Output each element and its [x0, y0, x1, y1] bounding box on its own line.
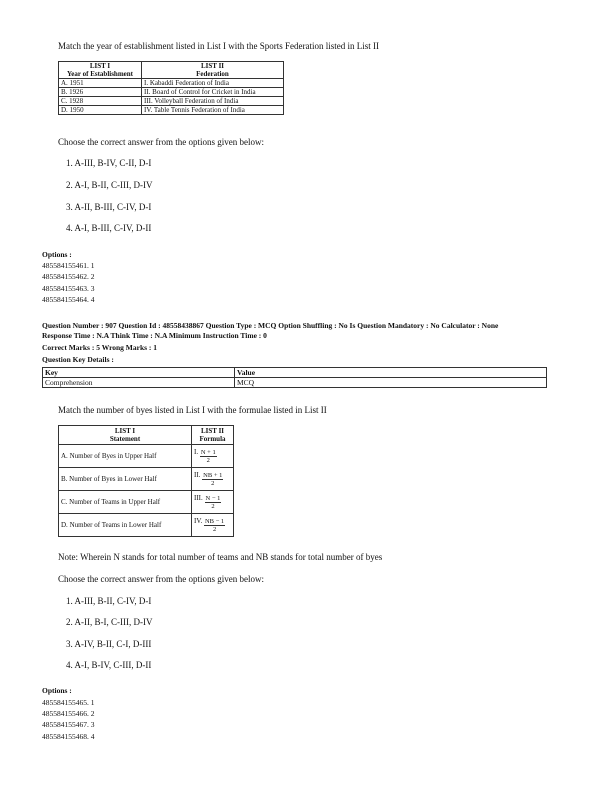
q1-prompt: Match the year of establishment listed in List I with the Sports Federation listed in List II: [58, 41, 379, 51]
q2-list1-header: LIST I Statement: [59, 426, 192, 445]
q2-option-3: 485584155467. 3: [42, 720, 95, 729]
q2-answer-2: 2. A-II, B-I, C-III, D-IV: [66, 617, 153, 627]
q1-option-2: 485584155462. 2: [42, 272, 95, 281]
q2-match-table: [58, 425, 234, 537]
q2-answer-3: 3. A-IV, B-II, C-I, D-III: [66, 639, 152, 649]
q1-option-3: 485584155463. 3: [42, 284, 95, 293]
q2-marks: Correct Marks : 5 Wrong Marks : 1: [42, 343, 158, 352]
q2-list2-header: LIST II Formula: [192, 426, 234, 445]
table-row: A. Number of Byes in Upper Half I. $\frac{N + 1}{2}$: [59, 445, 234, 468]
q1-list1-header: LIST I Year of Establishment: [59, 62, 142, 79]
key-header: Key: [43, 368, 235, 378]
q1-match-table: [58, 61, 284, 115]
q2-prompt: Match the number of byes listed in List I with the formulae listed in List II: [58, 405, 327, 415]
value-header: Value: [235, 368, 547, 378]
formula-fraction: $\frac{N + 1}{2}$: [200, 449, 216, 464]
q2-answer-1: 1. A-III, B-II, C-IV, D-I: [66, 596, 152, 606]
table-row: C. Number of Teams in Upper Half III. $\frac{N - 1}{2}$: [59, 491, 234, 514]
q2-option-2: 485584155466. 2: [42, 709, 95, 718]
table-row: D. 1950 IV. Table Tennis Federation of India: [59, 106, 284, 115]
q1-option-1: 485584155461. 1: [42, 261, 95, 270]
q1-answer-2: 2. A-I, B-II, C-III, D-IV: [66, 180, 153, 190]
q2-choose-instruction: Choose the correct answer from the options given below:: [58, 574, 264, 584]
q2-meta-line-2: Response Time : N.A Think Time : N.A Minimum Instruction Time : 0: [42, 331, 267, 340]
table-row: B. 1926 II. Board of Control for Cricket in India: [59, 88, 284, 97]
table-row: Comprehension MCQ: [43, 378, 547, 388]
q2-option-1: 485584155465. 1: [42, 698, 95, 707]
q1-answer-1: 1. A-III, B-IV, C-II, D-I: [66, 158, 152, 168]
formula-fraction: $\frac{N - 1}{2}$: [205, 495, 221, 510]
table-row: A. 1951 I. Kabaddi Federation of India: [59, 79, 284, 88]
q2-meta-line-1: Question Number : 907 Question Id : 48558438867 Question Type : MCQ Option Shuffling : No Is Question Mandatory : No Calculator : None: [42, 321, 499, 330]
q1-choose-instruction: Choose the correct answer from the options given below:: [58, 137, 264, 147]
q1-option-4: 485584155464. 4: [42, 295, 95, 304]
table-row: B. Number of Byes in Lower Half II. $\frac{NB + 1}{2}$: [59, 468, 234, 491]
formula-fraction: $\frac{NB + 1}{2}$: [203, 472, 223, 487]
q2-option-4: 485584155468. 4: [42, 732, 95, 741]
q2-answer-4: 4. A-I, B-IV, C-III, D-II: [66, 660, 152, 670]
formula-fraction: $\frac{NB - 1}{2}$: [204, 518, 225, 533]
q1-answer-3: 3. A-II, B-III, C-IV, D-I: [66, 202, 152, 212]
q1-options-label: Options :: [42, 250, 72, 259]
q2-note: Note: Wherein N stands for total number of teams and NB stands for total number of byes: [58, 552, 383, 562]
q2-key-details-table: [42, 367, 547, 388]
q1-answer-4: 4. A-I, B-III, C-IV, D-II: [66, 223, 152, 233]
table-row: D. Number of Teams in Lower Half IV. $\frac{NB - 1}{2}$: [59, 514, 234, 537]
table-row: C. 1928 III. Volleyball Federation of India: [59, 97, 284, 106]
q2-key-details-label: Question Key Details :: [42, 355, 114, 364]
q2-options-label: Options :: [42, 686, 72, 695]
q1-list2-header: LIST II Federation: [142, 62, 284, 79]
